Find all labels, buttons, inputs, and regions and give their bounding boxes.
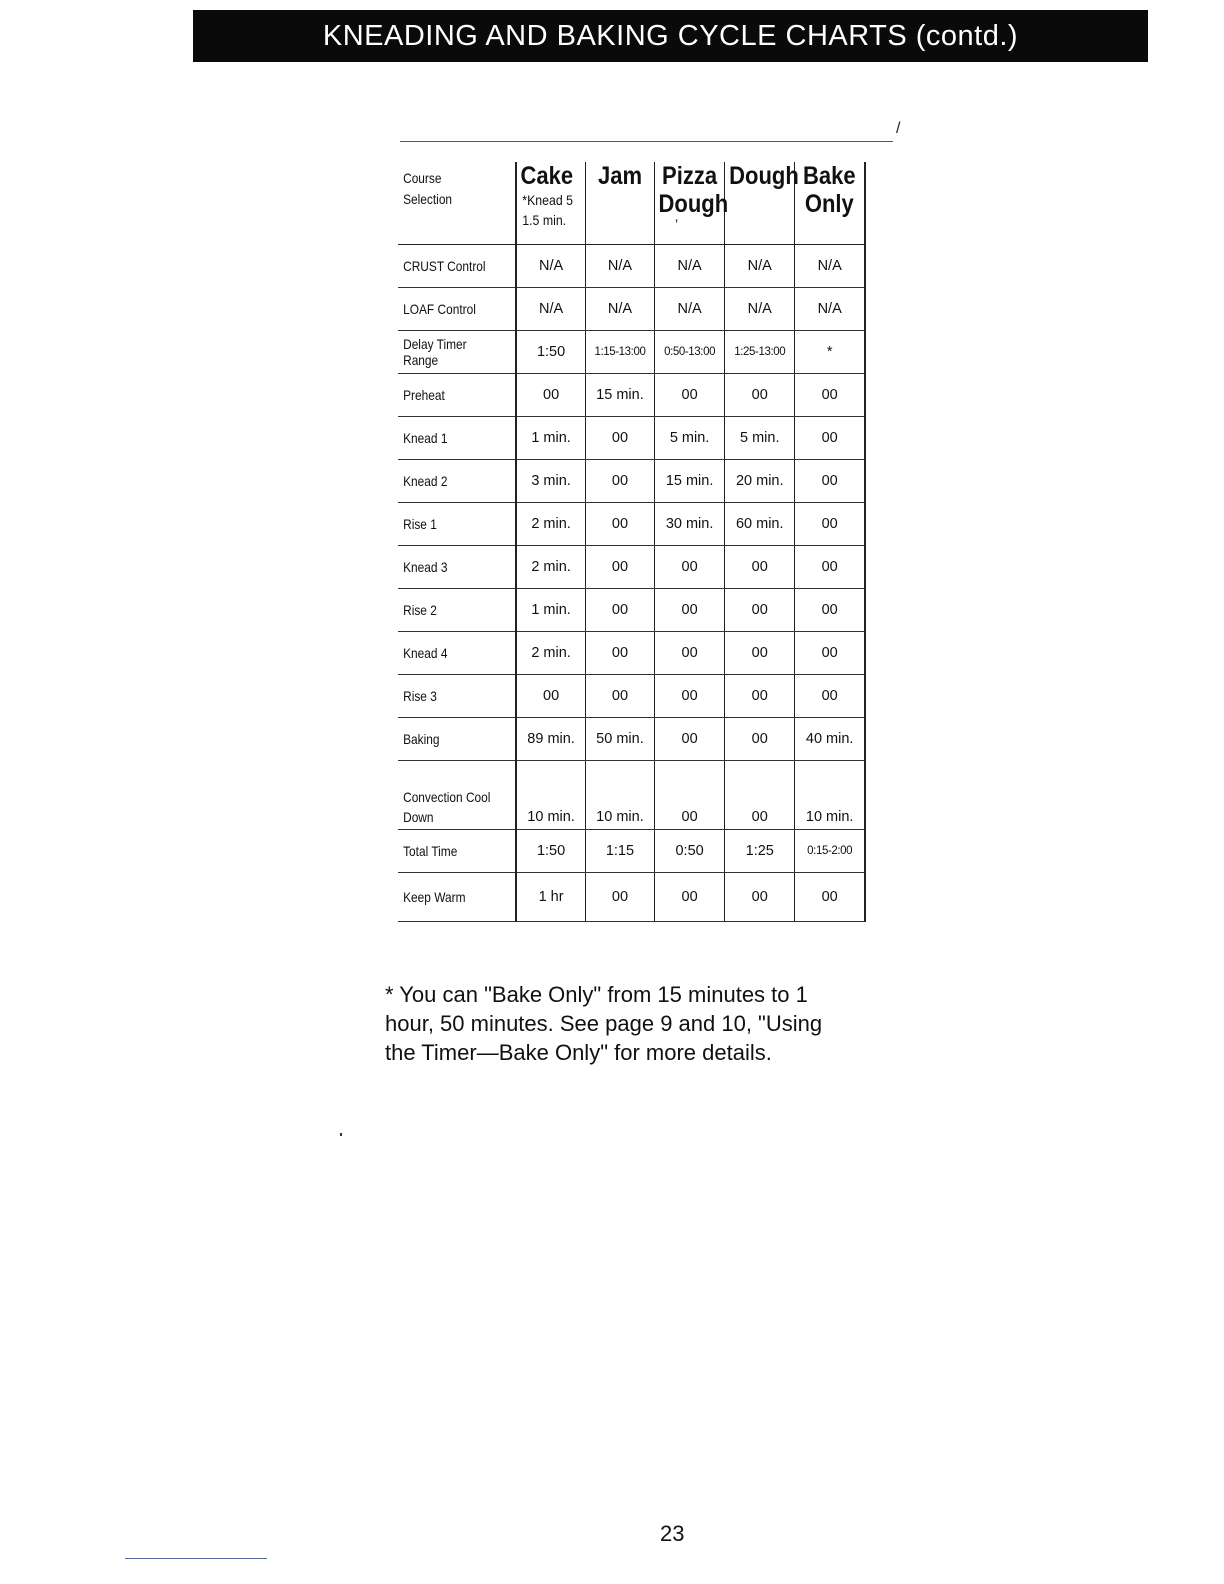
table-cell: 00 xyxy=(655,873,725,922)
table-cell: 00 xyxy=(655,675,725,718)
table-cell: 00 xyxy=(795,632,865,675)
table-cell: N/A xyxy=(725,245,795,288)
table-row xyxy=(398,718,865,761)
table-cell: 00 xyxy=(795,546,865,589)
table-cell: 40 min. xyxy=(795,718,865,761)
row-label xyxy=(398,761,499,830)
table-cell: 00 xyxy=(725,873,795,922)
row-label-line1: Convection Cool xyxy=(403,789,491,805)
table-cell: 20 min. xyxy=(725,460,795,503)
table-row xyxy=(398,503,865,546)
table-row xyxy=(398,632,865,675)
column-name-line2: Dough xyxy=(658,190,729,218)
table-cell: 00 xyxy=(585,460,654,503)
table-cell: 10 min. xyxy=(516,761,585,830)
table-cell: 10 min. xyxy=(585,761,654,830)
table-cell: N/A xyxy=(795,288,865,331)
table-cell: 30 min. xyxy=(655,503,725,546)
row-label: LOAF Control xyxy=(398,288,499,331)
table-cell: 00 xyxy=(585,675,654,718)
table-cell: 00 xyxy=(795,873,865,922)
banner-title: KNEADING AND BAKING CYCLE CHARTS (contd.) xyxy=(322,19,1019,52)
table-cell: 00 xyxy=(725,761,795,830)
row-label: Knead 3 xyxy=(398,546,499,589)
row-label: Knead 1 xyxy=(398,417,499,460)
table-row xyxy=(398,830,865,873)
row-label: Baking xyxy=(398,718,499,761)
table-cell: 2 min. xyxy=(516,632,585,675)
course-selection-header xyxy=(398,162,516,245)
table-row xyxy=(398,761,865,830)
footnote-line: * You can "Bake Only" from 15 minutes to 1 xyxy=(385,982,808,1007)
column-header-cake xyxy=(516,162,585,245)
table-cell: 1:25-13:00 xyxy=(725,331,795,374)
table-row xyxy=(398,288,865,331)
table-cell: * xyxy=(795,331,865,374)
table-cell: 3 min. xyxy=(516,460,585,503)
table-cell: 2 min. xyxy=(516,503,585,546)
cycle-chart-table xyxy=(398,162,866,922)
column-header-pizza-dough xyxy=(655,162,729,245)
column-name-line2: Only xyxy=(805,190,855,218)
bottom-rule xyxy=(125,1558,267,1559)
table-cell: 00 xyxy=(655,589,725,632)
column-name: Jam xyxy=(597,162,642,190)
table-cell: N/A xyxy=(516,288,585,331)
column-header-jam xyxy=(585,162,654,245)
table-cell: 5 min. xyxy=(725,417,795,460)
table-row xyxy=(398,460,865,503)
row-label: Delay Timer Range xyxy=(398,331,499,374)
column-header-bake-only xyxy=(795,162,865,245)
table-cell: 00 xyxy=(585,546,654,589)
table-cell: 1:15-13:00 xyxy=(585,331,654,374)
table-cell: 1:50 xyxy=(516,830,585,873)
row-label: Keep Warm xyxy=(398,873,499,922)
footnote-line: hour, 50 minutes. See page 9 and 10, "Using xyxy=(385,1011,823,1036)
row-label: Total Time xyxy=(398,830,499,873)
table-cell: 00 xyxy=(516,675,585,718)
table-cell: 00 xyxy=(725,718,795,761)
table-cell: 50 min. xyxy=(585,718,654,761)
top-rule xyxy=(400,141,893,142)
column-name: Dough xyxy=(729,162,799,190)
corner-line2: Selection xyxy=(403,191,453,207)
row-label: Rise 2 xyxy=(398,589,499,632)
table-cell: 1 min. xyxy=(516,589,585,632)
table-cell: 00 xyxy=(795,675,865,718)
table-cell: 1:15 xyxy=(585,830,654,873)
table-cell: N/A xyxy=(585,288,654,331)
table-cell: 0:50-13:00 xyxy=(655,331,725,374)
table-row xyxy=(398,546,865,589)
table-cell: 00 xyxy=(725,546,795,589)
row-label-line2: Down xyxy=(403,809,434,825)
table-cell: N/A xyxy=(795,245,865,288)
table-cell: 10 min. xyxy=(795,761,865,830)
row-label: Rise 1 xyxy=(398,503,499,546)
table-cell: 00 xyxy=(725,632,795,675)
footnote xyxy=(385,980,905,1067)
table-cell: 2 min. xyxy=(516,546,585,589)
column-header-dough xyxy=(725,162,799,245)
table-row xyxy=(398,589,865,632)
page-number: 23 xyxy=(660,1521,685,1546)
table-cell: 89 min. xyxy=(516,718,585,761)
table-row xyxy=(398,675,865,718)
table-cell: 00 xyxy=(725,675,795,718)
table-cell: 00 xyxy=(585,417,654,460)
table-cell: N/A xyxy=(655,288,725,331)
column-name: Cake xyxy=(520,162,574,190)
pizza-mark: ’ xyxy=(675,216,679,232)
row-label: Rise 3 xyxy=(398,675,499,718)
table-cell: 1 min. xyxy=(516,417,585,460)
table-cell: 00 xyxy=(725,374,795,417)
table-cell: 0:15-2:00 xyxy=(795,830,865,873)
table-cell: N/A xyxy=(725,288,795,331)
stray-mark: / xyxy=(896,120,901,137)
table-cell: N/A xyxy=(655,245,725,288)
table-cell: 60 min. xyxy=(725,503,795,546)
row-label: CRUST Control xyxy=(398,245,499,288)
table-cell: 00 xyxy=(655,718,725,761)
table-cell: N/A xyxy=(585,245,654,288)
table-cell: 00 xyxy=(725,589,795,632)
page-banner xyxy=(193,10,1148,62)
table-cell: 00 xyxy=(655,632,725,675)
column-name-line1: Bake xyxy=(803,162,856,190)
table-cell: 15 min. xyxy=(585,374,654,417)
row-label: Knead 2 xyxy=(398,460,499,503)
table-row xyxy=(398,331,865,374)
table-cell: 00 xyxy=(795,374,865,417)
table-cell: 00 xyxy=(516,374,585,417)
row-label: Knead 4 xyxy=(398,632,499,675)
table-cell: 0:50 xyxy=(655,830,725,873)
table-cell: 00 xyxy=(795,460,865,503)
table-cell: 1:50 xyxy=(516,331,585,374)
table-cell: 00 xyxy=(655,374,725,417)
table-header-row xyxy=(398,162,865,245)
table-row xyxy=(398,417,865,460)
table-cell: N/A xyxy=(516,245,585,288)
table-cell: 15 min. xyxy=(655,460,725,503)
stray-speck xyxy=(340,1133,342,1136)
table-cell: 00 xyxy=(585,589,654,632)
table-cell: 00 xyxy=(655,761,725,830)
row-label: Preheat xyxy=(398,374,499,417)
footnote-line: the Timer—Bake Only" for more details. xyxy=(385,1040,772,1065)
table-cell: 00 xyxy=(795,589,865,632)
table-cell: 00 xyxy=(795,417,865,460)
table-cell: 5 min. xyxy=(655,417,725,460)
corner-line1: Course xyxy=(403,170,442,186)
table-cell: 00 xyxy=(655,546,725,589)
table-cell: 00 xyxy=(585,632,654,675)
table-cell: 1:25 xyxy=(725,830,795,873)
table-cell: 1 hr xyxy=(516,873,585,922)
table-row xyxy=(398,245,865,288)
table-row xyxy=(398,873,865,922)
cake-note-line2: 1.5 min. xyxy=(522,212,567,228)
column-name-line1: Pizza xyxy=(662,162,718,190)
table-cell: 00 xyxy=(795,503,865,546)
table-cell: 00 xyxy=(585,503,654,546)
table-row xyxy=(398,374,865,417)
cake-note-line1: *Knead 5 xyxy=(522,192,574,208)
table-cell: 00 xyxy=(585,873,654,922)
